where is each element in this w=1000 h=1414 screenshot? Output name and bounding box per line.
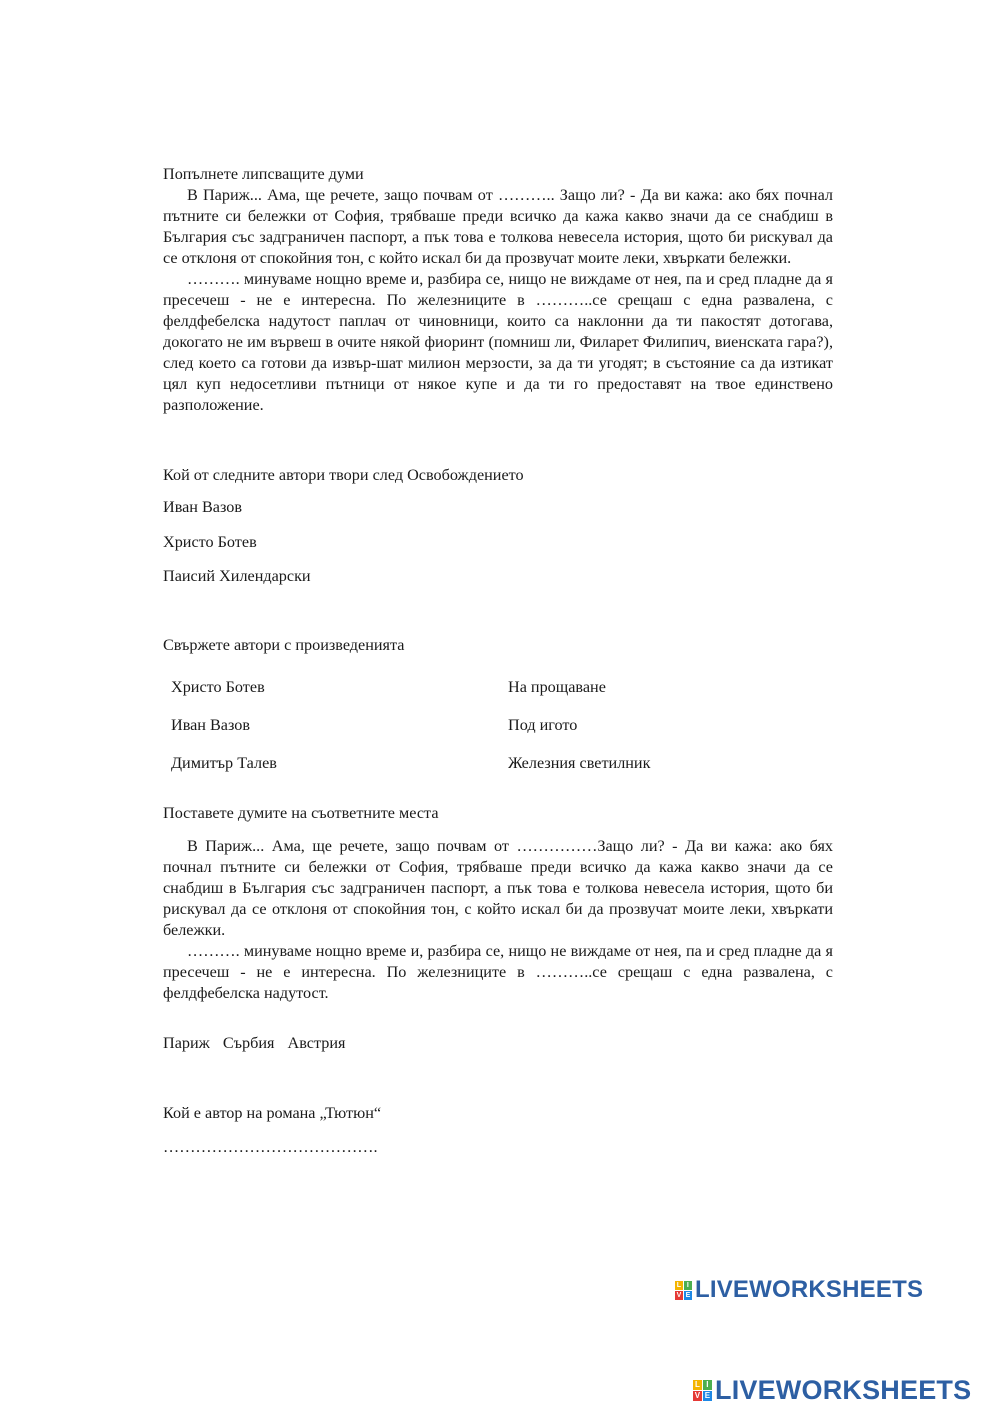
section4-heading: Поставете думите на съответните места [163,804,439,822]
section4-paragraph-2: ………. минуваме нощно време и, разбира се, нищо не виждаме от нея, па и сред пладне да я пресечеш - не е интересна. По железниците в ………..се срещаш с една развалена, с фелдфебелска надутост. [163,942,833,1002]
section2-question: Кой от следните автори твори след Освобождението [163,466,524,484]
logo-mark-letter: V [676,1291,682,1299]
section5-question: Кой е автор на романа „Тютюн“ [163,1104,382,1122]
logo-mark-letter: I [684,1281,692,1290]
word-bank-item[interactable]: Сърбия [222,1034,275,1052]
word-bank-item[interactable]: Париж [163,1034,210,1052]
word-bank [163,1034,354,1053]
logo-mark-letter: E [704,1391,711,1400]
section1-paragraph-1: В Париж... Ама, ще речете, защо почвам от ……….. Защо ли? - Да ви кажа: ако бях почнал пътните си бележки от София, трябваше преди всичко да кажа какво значи да се снабдиш в България със задграничен паспорт, а пък това е толкова невесела история, щото би рискувал да се отклоня от спокойния тон, с който искал би да прозвучат моите леки, хвъркати бележки. [163,186,833,267]
match-author-3[interactable]: Димитър Талев [171,754,277,772]
section3-heading: Свържете автори с произведенията [163,636,405,654]
answer-blank[interactable]: …………………………………. [163,1138,378,1156]
word-bank-item[interactable]: Австрия [287,1034,346,1052]
section1-heading: Попълнете липсващите думи [163,165,364,183]
logo-mark-icon [693,1380,712,1401]
match-work-3[interactable]: Железния светилник [508,754,651,772]
logo-mark-letter: V [694,1391,701,1400]
logo-mark-letter: E [685,1291,691,1299]
logo-mark-letter: L [694,1380,701,1389]
section1-passage [163,185,833,416]
option-paisiy-hilendarski[interactable]: Паисий Хилендарски [163,567,311,585]
option-hristo-botev[interactable]: Христо Ботев [163,533,257,551]
match-author-1[interactable]: Христо Ботев [171,678,265,696]
section4-paragraph-1: В Париж... Ама, ще речете, защо почвам от ……………Защо ли? - Да ви кажа: ако бях почнал пътните си бележки от София, трябваше преди всичко да кажа какво значи да се снабдиш в България със задграничен паспорт, а пък това е толкова невесела история, щото би рискувал да се отклоня от спокойния тон, с който искал би да прозвучат моите леки, хвъркати бележки. [163,837,833,939]
liveworksheets-logo-footer [693,1375,971,1406]
logo-mark-icon [675,1281,692,1300]
option-ivan-vazov[interactable]: Иван Вазов [163,498,243,516]
logo-text: LIVEWORKSHEETS [695,1276,924,1303]
logo-text: LIVEWORKSHEETS [715,1375,972,1405]
section4-passage [163,836,833,1004]
match-work-2[interactable]: Под игото [508,716,578,734]
logo-mark-letter: I [703,1380,712,1390]
section1-paragraph-2: ………. минуваме нощно време и, разбира се, нищо не виждаме от нея, па и сред пладне да я пресечеш - не е интересна. По железниците в ………..се срещаш с една развалена, с фелдфебелска надутост паплач от чиновници, които са наклонни да ти пакостят дотогава, докогато не им вървеш в очите някой фиоринт (помниш ли, Филарет Филипич, виенската гара?), след което са готови да извър-шат милион мерзости, за да ти угодят; в състояние са да изтикат цял куп недосетливи пътници от някое купе и да ти го предоставят на твое единствено разположение. [163,270,833,414]
match-work-1[interactable]: На прощаване [508,678,606,696]
logo-mark-letter: L [676,1281,682,1289]
liveworksheets-logo [675,1276,923,1304]
match-author-2[interactable]: Иван Вазов [171,716,251,734]
